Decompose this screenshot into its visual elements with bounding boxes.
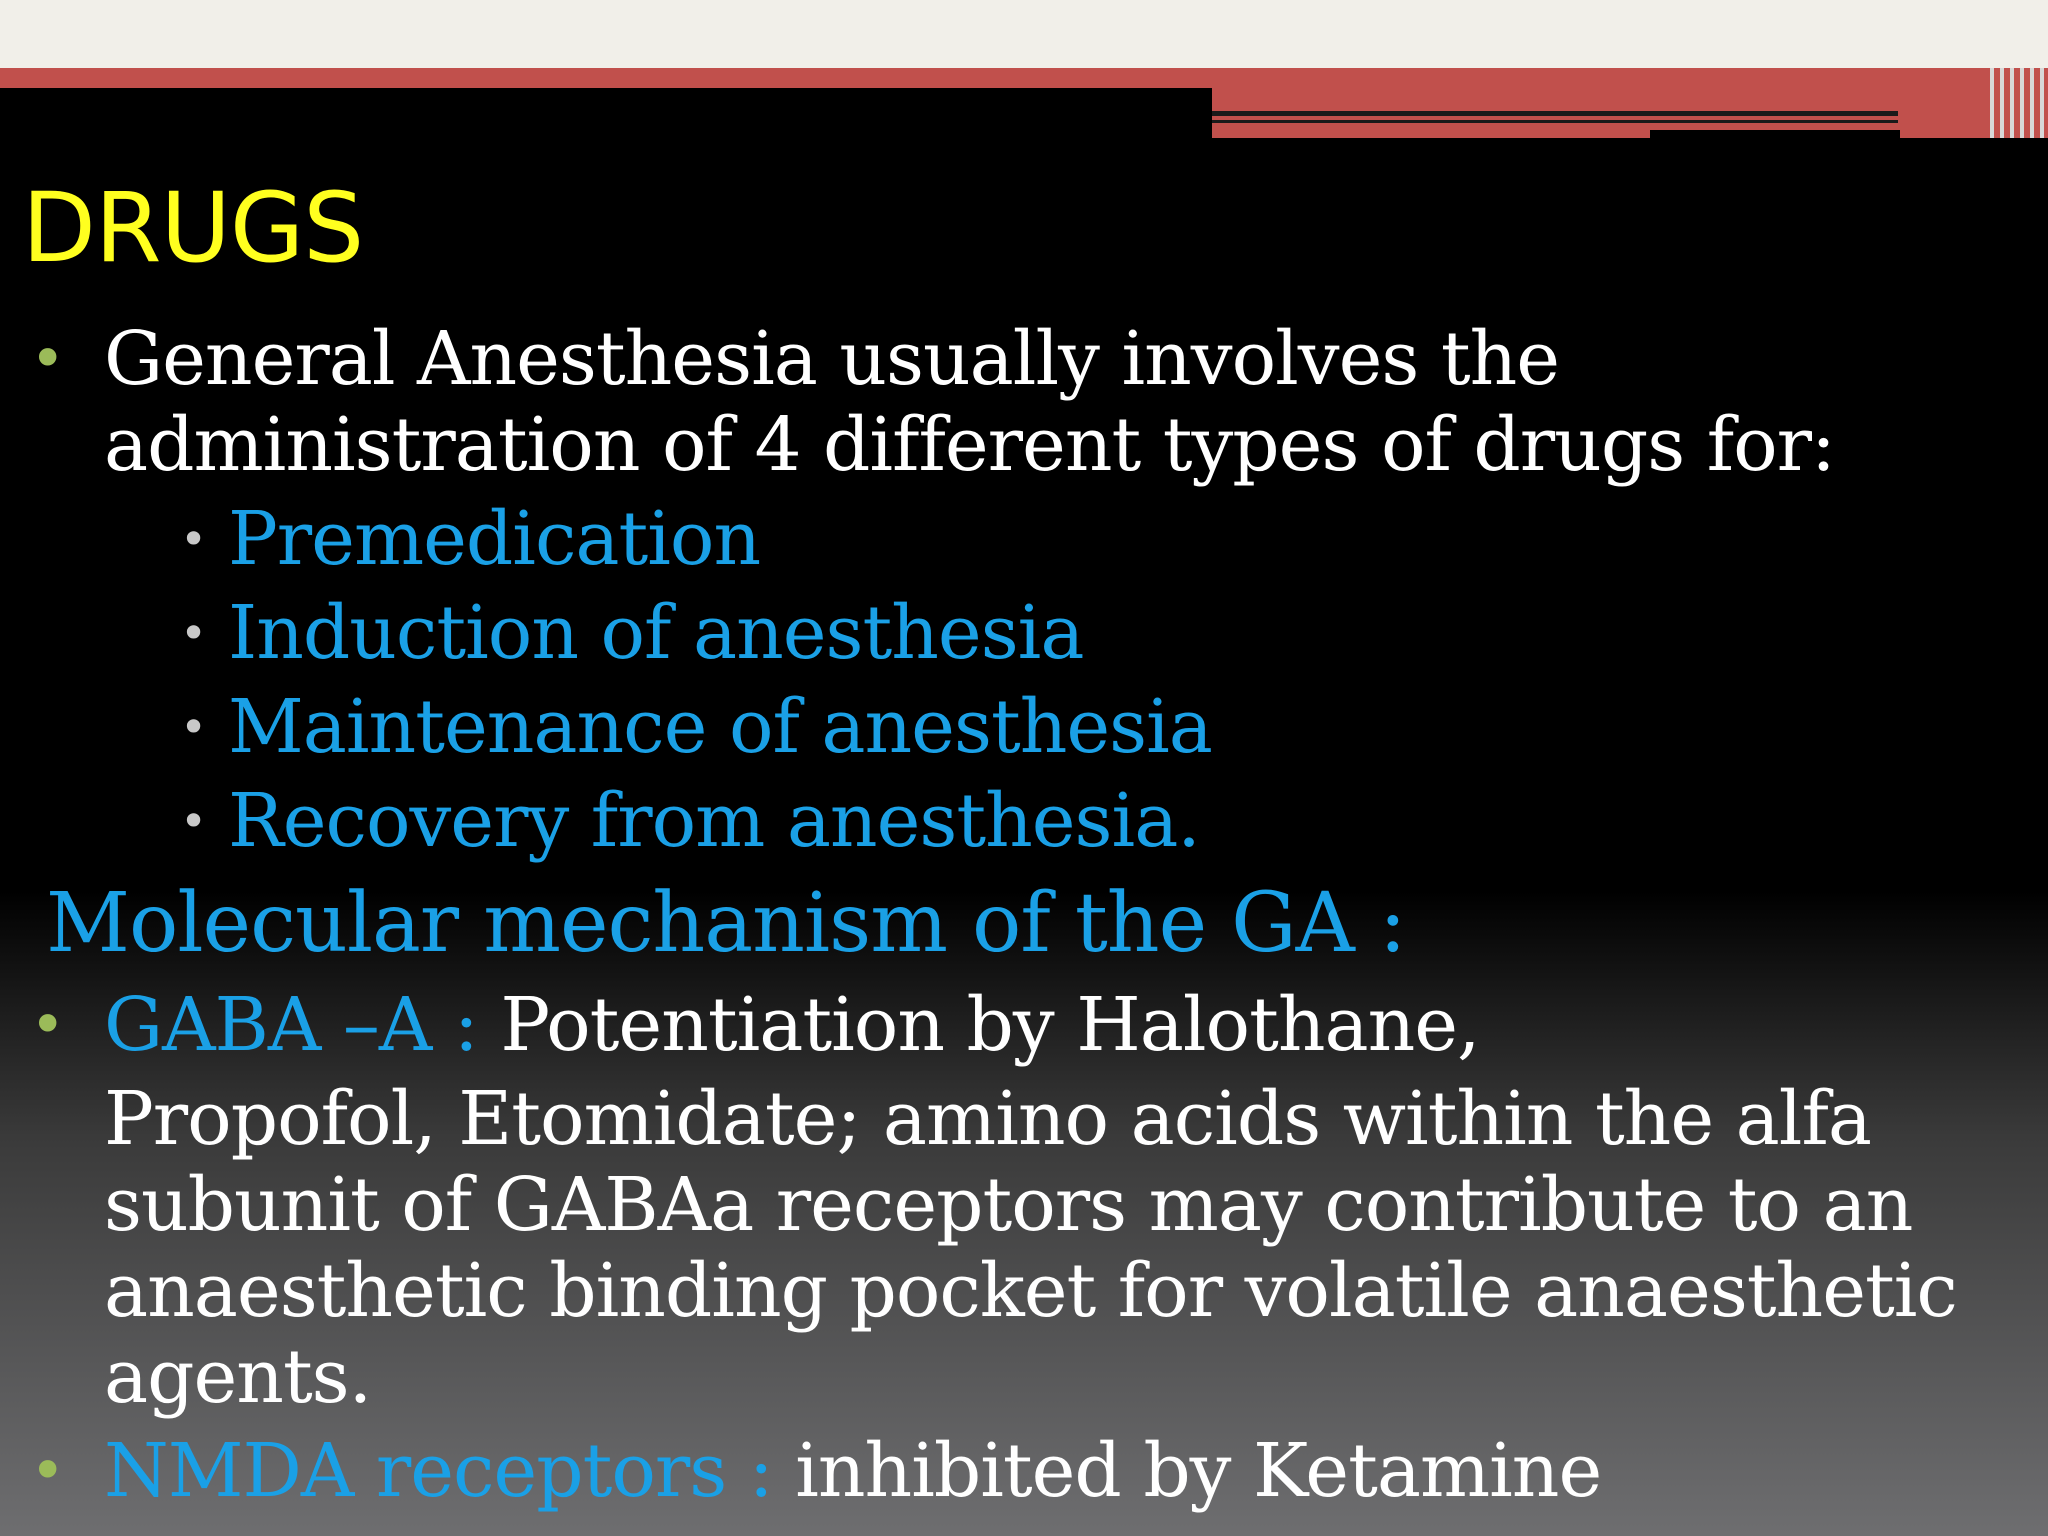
header-rule-line xyxy=(1212,120,1898,123)
intro-line-1: General Anesthesia usually involves the xyxy=(104,316,1560,402)
intro-line-2: administration of 4 different types of drugs for: xyxy=(104,402,1835,488)
header-stripe xyxy=(2040,68,2044,138)
sub-bullet-dot: • xyxy=(180,700,208,754)
drug-type-item: Premedication xyxy=(228,496,761,582)
header-stripe xyxy=(2020,68,2024,138)
gaba-line-3: subunit of GABAa receptors may contribute to an xyxy=(104,1162,1913,1248)
nmda-label: NMDA receptors : xyxy=(104,1428,796,1514)
header-cream-band xyxy=(0,0,2048,68)
header-stripe xyxy=(2010,68,2014,138)
slide-title: DRUGS xyxy=(22,172,364,284)
drug-type-item: Recovery from anesthesia. xyxy=(228,778,1200,864)
bullet-dot: • xyxy=(30,1436,66,1506)
header-rule-line xyxy=(1212,111,1898,116)
header-red-band xyxy=(0,68,2048,88)
gaba-line-5: agents. xyxy=(104,1334,372,1420)
header-notch xyxy=(1650,130,1900,138)
header-stripe xyxy=(1990,68,1994,138)
bullet-dot: • xyxy=(30,324,66,394)
sub-bullet-dot: • xyxy=(180,794,208,848)
bullet-dot: • xyxy=(30,990,66,1060)
gaba-line-1 xyxy=(104,982,1480,1068)
header-stripe xyxy=(2030,68,2034,138)
gaba-label: GABA –A : xyxy=(104,982,501,1068)
section-heading: Molecular mechanism of the GA : xyxy=(46,876,1406,971)
sub-bullet-dot: • xyxy=(180,512,208,566)
drug-type-item: Induction of anesthesia xyxy=(228,590,1084,676)
gaba-line-2: Propofol, Etomidate; amino acids within the alfa xyxy=(104,1076,1871,1162)
nmda-line xyxy=(104,1428,1601,1514)
sub-bullet-dot: • xyxy=(180,606,208,660)
header-stripe xyxy=(2000,68,2004,138)
drug-type-item: Maintenance of anesthesia xyxy=(228,684,1212,770)
gaba-line-4: anaesthetic binding pocket for volatile anaesthetic xyxy=(104,1248,1957,1334)
gaba-text: Potentiation by Halothane, xyxy=(500,982,1480,1068)
nmda-text: inhibited by Ketamine xyxy=(795,1428,1602,1514)
